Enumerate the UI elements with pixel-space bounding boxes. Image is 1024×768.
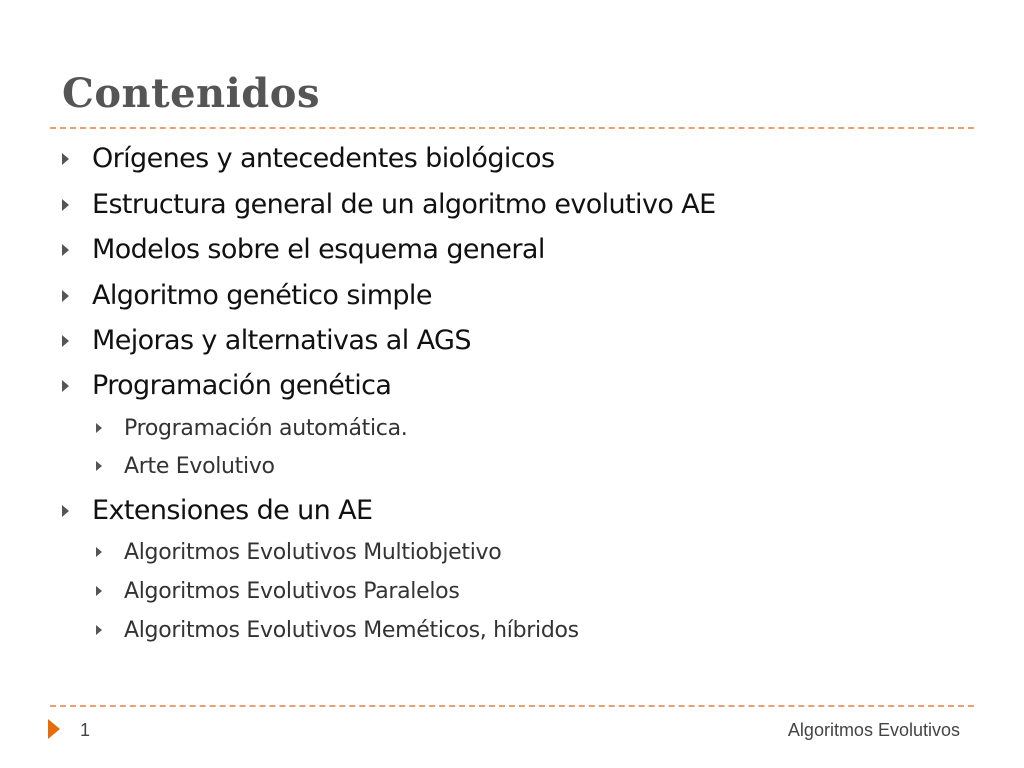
bullet-arrow-icon (96, 586, 102, 596)
footer-arrow-icon (48, 719, 60, 739)
list-item-text: Mejoras y alternativas al AGS (92, 325, 471, 356)
sub-list-item-text: Arte Evolutivo (124, 454, 275, 479)
sub-list-item-text: Algoritmos Evolutivos Paralelos (124, 579, 460, 604)
list-item-text: Estructura general de un algoritmo evolutivo AE (92, 189, 716, 220)
bullet-arrow-icon (62, 290, 69, 302)
bullet-arrow-icon (62, 335, 69, 347)
bullet-arrow-icon (62, 153, 69, 165)
list-item-text: Extensiones de un AE (92, 495, 373, 526)
list-item-text: Programación genética (92, 370, 392, 401)
slide-title: Contenidos (62, 70, 320, 117)
bullet-arrow-icon (96, 461, 102, 471)
bullet-arrow-icon (96, 423, 102, 433)
bullet-arrow-icon (62, 244, 69, 256)
bullet-arrow-icon (62, 505, 69, 517)
bullet-arrow-icon (62, 380, 69, 392)
footer-divider (50, 705, 974, 707)
sub-list-item-text: Algoritmos Evolutivos Multiobjetivo (124, 540, 502, 565)
list-item-text: Modelos sobre el esquema general (92, 234, 545, 265)
page-number: 1 (80, 720, 91, 740)
sub-list-item-text: Programación automática. (124, 416, 408, 441)
footer-title: Algoritmos Evolutivos (787, 720, 960, 740)
list-item-text: Algoritmo genético simple (92, 280, 432, 311)
bullet-arrow-icon (96, 547, 102, 557)
title-divider (50, 127, 974, 129)
sub-list-item-text: Algoritmos Evolutivos Meméticos, híbridos (124, 618, 579, 643)
list-item-text: Orígenes y antecedentes biológicos (92, 143, 555, 174)
bullet-arrow-icon (62, 199, 69, 211)
bullet-arrow-icon (96, 625, 102, 635)
